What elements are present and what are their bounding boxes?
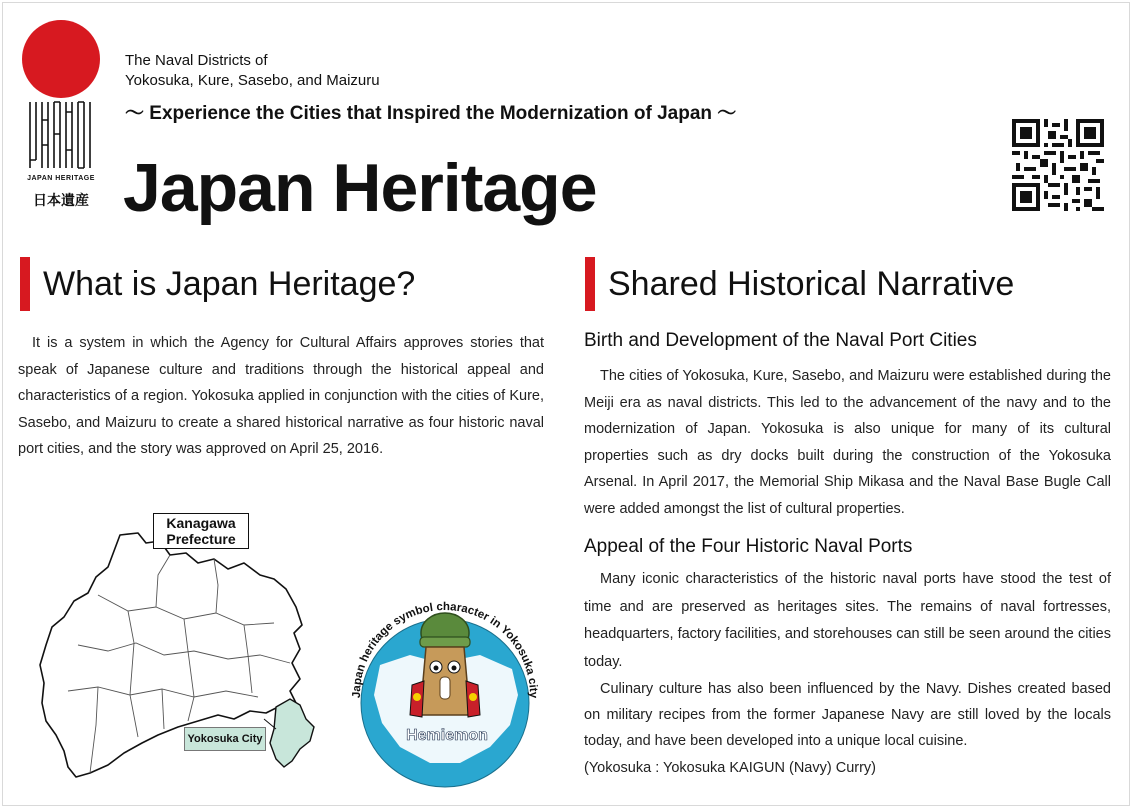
section-accent-bar	[20, 257, 30, 311]
appeal-paragraph-1	[584, 566, 1111, 676]
tagline: 〜 Experience the Cities that Inspired the Modernization of Japan 〜	[125, 103, 737, 124]
subheading-appeal: Appeal of the Four Historic Naval Ports	[584, 536, 913, 557]
appeal-text-1: Many iconic characteristics of the historic naval ports have stood the test of time and are preserved as heritages sites. The remains of naval fortresses, headquarters, factory facilities, and storehouses can still be seen around the cities today.	[584, 571, 1111, 670]
birth-development-text: The cities of Yokosuka, Kure, Sasebo, and Maizuru were established during the Meiji era as naval districts. This led to the advancement of the navy and to the modernization of Japan. Yokosuka is also unique for many of its cultural properties such as dry docks built during the construction of the Yokosuka Arsenal. In April 2017, the Memorial Ship Mikasa and the Naval Base Bugle Call were added amongst the list of cultural properties.	[584, 368, 1111, 517]
logo-caption: JAPAN HERITAGE	[27, 175, 95, 182]
mascot-character-badge	[340, 585, 550, 795]
curry-note	[584, 756, 1111, 780]
kanagawa-map	[38, 515, 348, 795]
appeal-text-2: Culinary culture has also been influenced by the Navy. Dishes created based on military recipes from the former Japanese Navy are still loved by the locals today, and have been developed into a unique local cuisine.	[584, 681, 1111, 749]
map-label-city: Yokosuka City	[184, 727, 266, 751]
what-is-text: It is a system in which the Agency for Cultural Affairs approves stories that speak of Japanese culture and traditions through the historical appeal and characteristics of a region. Yokosuka applied in conjunction with the cities of Kure, Sasebo, and Maizuru to create a shared historical narrative as four historic naval port cities, and the story was approved on April 25, 2016.	[18, 335, 544, 457]
japan-heritage-logo-lettering	[25, 100, 95, 170]
mascot-arc-text: Japan heritage symbol character in Yokosuka city	[350, 600, 540, 699]
subtitle-line-1: The Naval Districts of	[125, 52, 268, 69]
subtitle-line-2: Yokosuka, Kure, Sasebo, and Maizuru	[125, 72, 380, 89]
appeal-paragraph-2	[584, 676, 1111, 754]
section-title-what-is: What is Japan Heritage?	[43, 265, 416, 303]
mascot-name: Hemiemon	[406, 727, 488, 744]
qr-code-icon[interactable]	[1012, 119, 1104, 211]
logo-kanji: 日本遺産	[33, 193, 89, 209]
subheading-birth-development: Birth and Development of the Naval Port Cities	[584, 330, 977, 351]
japan-heritage-logo-sun	[22, 20, 100, 98]
curry-note-text: (Yokosuka : Yokosuka KAIGUN (Navy) Curry)	[584, 760, 876, 776]
header-subtitle	[125, 51, 380, 91]
section-title-shared-narrative: Shared Historical Narrative	[608, 265, 1015, 303]
birth-development-paragraph	[584, 363, 1111, 523]
what-is-paragraph	[18, 330, 544, 463]
page-title: Japan Heritage	[123, 150, 597, 226]
map-label-prefecture: Kanagawa Prefecture	[153, 513, 249, 549]
section-accent-bar-right	[585, 257, 595, 311]
